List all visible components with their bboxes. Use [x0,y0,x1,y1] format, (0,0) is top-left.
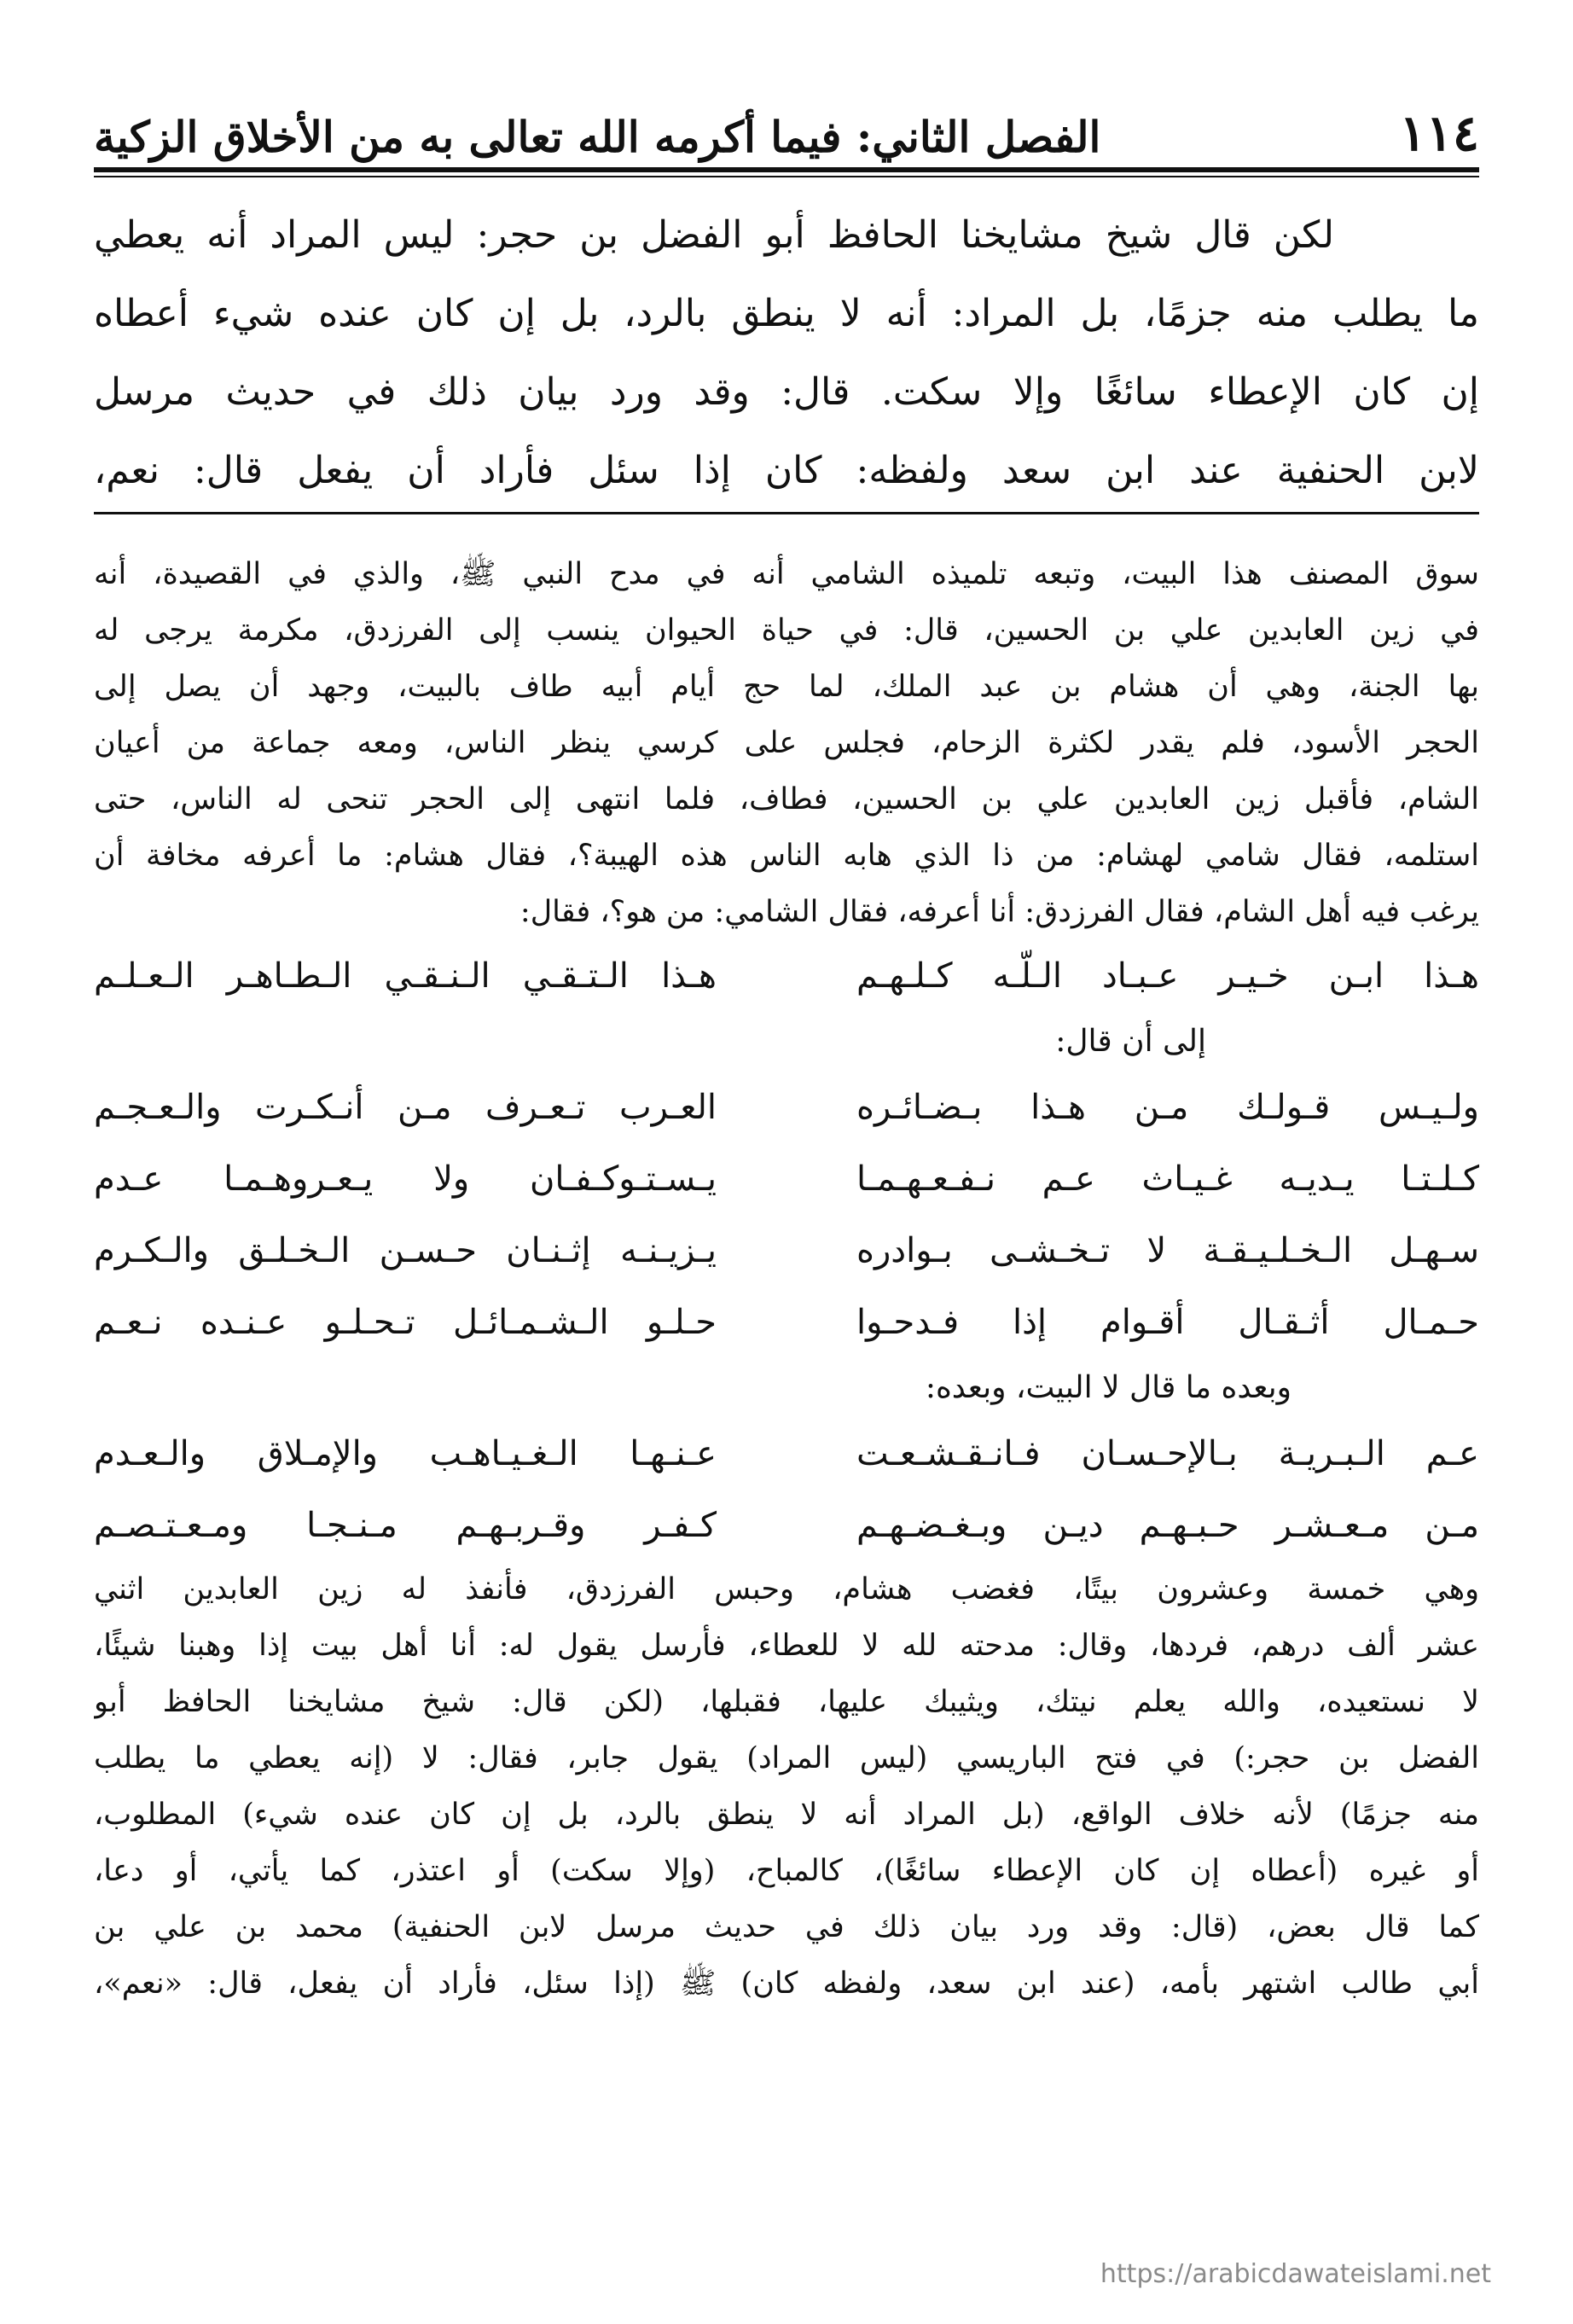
page-number: ١١٤ [1399,104,1479,162]
commentary-line: في زين العابدين علي بن الحسين، قال: في حياة الحيوان ينسب إلى الفرزدق، مكرمة يرجى له [94,613,1479,648]
verse-second-hemistich: كـفـر وقـربـهـم مـنـجـا ومـعـتـصـم [94,1506,717,1545]
commentary-line: بها الجنة، وهي أن هشام بن عبد الملك، لما حج أيام أبيه طاف بالبيت، وجهد أن يصل إلى [94,670,1479,704]
commentary-line: كما قال بعض، (قال: وقد ورد بيان ذلك في حديث مرسل لابن الحنفية) محمد بن علي بن [94,1910,1479,1944]
poem-verse [94,940,1479,1012]
page-header [94,68,1479,162]
commentary-line: يرغب فيه أهل الشام، فقال الفرزدق: أنا أعرفه، فقال الشامي: من هو؟، فقال: [519,895,1479,929]
header-rule [94,167,1479,172]
commentary-line: الشام، فأقبل زين العابدين علي بن الحسين، فطاف، فلما انتهى إلى الحجر تنحى له الناس، حتى [94,782,1479,816]
verse-second-hemistich: يـزيـنـه إثـنـان حـسـن الـخـلـق والـكـرم [94,1231,717,1270]
verse-connector: إلى أن قال: [1055,1024,1206,1059]
commentary-line: عشر ألف درهم، فردها، وقال: مدحته لله لا للعطاء، فأرسل يقول له: أنا أهل بيت إذا وهبنا شيئًا، [94,1629,1479,1663]
verse-connector: وبعده ما قال لا البيت، وبعده: [925,1370,1291,1405]
commentary-line: الفضل بن حجر:) في فتح الباريسي (ليس المراد) يقول جابر، فقال: لا (إنه يعطي ما يطلب [94,1741,1479,1775]
poem-verse [94,1143,1479,1215]
commentary-line: أبي طالب اشتهر بأمه، (عند ابن سعد، ولفظه كان) ﷺ (إذا سئل، فأراد أن يفعل، قال: «نعم»، [94,1967,1479,2001]
commentary-line: وهي خمسة وعشرون بيتًا، فغضب هشام، وحبس الفرزدق، فأنفذ له زين العابدين اثني [94,1572,1479,1606]
main-text-line: لكن قال شيخ مشايخنا الحافظ أبو الفضل بن حجر: ليس المراد أنه يعطي [94,213,1334,257]
poem-verse [94,1287,1479,1358]
commentary-line: استلمه، فقال شامي لهشام: من ذا الذي هابه الناس هذه الهيبة؟، فقال هشام: ما أعرفه مخافة أن [94,839,1479,873]
verse-first-hemistich: هـذا ابـن خـيـر عـبـاد الـلّـه كـلـهـم [856,956,1479,996]
commentary [94,546,1479,2012]
watermark-url: https://arabicdawateislami.net [1100,2259,1491,2289]
verse-second-hemistich: العـرب تـعـرف مـن أنـكـرت والـعـجـم [94,1088,717,1127]
verse-second-hemistich: حـلـو الـشـمـائـل تـحـلـو عـنـده نـعـم [94,1303,717,1342]
main-text-line: لابن الحنفية عند ابن سعد ولفظه: كان إذا سئل فأراد أن يفعل قال: نعم، [94,449,1479,492]
main-text [94,196,1479,510]
verse-second-hemistich: يـسـتـوكـفـان ولا يـعـروهـمـا عـدم [94,1159,717,1199]
verse-first-hemistich: عـم الـبـريـة بـالإحـسـان فـانـقـشـعـت [856,1434,1479,1473]
commentary-line: الحجر الأسود، فلم يقدر لكثرة الزحام، فجلس على كرسي ينظر الناس، ومعه جماعة من أعيان [94,726,1479,760]
header-rule-thin [94,176,1479,177]
verse-first-hemistich: ولـيـس قـولـك مـن هـذا بـضـائـره [856,1088,1479,1127]
verse-first-hemistich: حـمـال أثـقـال أقـوام إذا فـدحـوا [856,1303,1479,1342]
poem-verse [94,1418,1479,1490]
main-text-line: إن كان الإعطاء سائغًا وإلا سكت. قال: وقد ورد بيان ذلك في حديث مرسل [94,370,1479,414]
commentary-line: سوق المصنف هذا البيت، وتبعه تلميذه الشامي أنه في مدح النبي ﷺ، والذي في القصيدة، أنه [94,557,1479,591]
commentary-line: منه جزمًا) لأنه خلاف الواقع، (بل المراد أنه لا ينطق بالرد، بل إن كان عنده شيء) المطلوب، [94,1798,1479,1832]
poem-verse [94,1072,1479,1143]
poem-verse [94,1490,1479,1561]
section-divider [94,512,1479,514]
verse-first-hemistich: كـلـتـا يـديـه غـيـاث عـم نـفـعـهـمـا [856,1159,1479,1199]
verse-second-hemistich: عـنـهـا الـغـيـاهـب والإمـلاق والـعـدم [94,1434,717,1473]
verse-second-hemistich: هـذا الـتـقـي الـنـقـي الـطـاهـر الـعـلـم [94,956,717,996]
commentary-line: لا نستعيده، والله يعلم نيتك، ويثيبك عليها، فقبلها، (لكن قال: شيخ مشايخنا الحافظ أبو [94,1685,1479,1719]
chapter-title: الفصل الثاني: فيما أكرمه الله تعالى به من الأخلاق الزكية [94,112,1101,162]
poem-verse [94,1215,1479,1287]
main-text-line: ما يطلب منه جزمًا، بل المراد: أنه لا ينطق بالرد، بل إن كان عنده شيء أعطاه [94,292,1479,335]
verse-first-hemistich: مـن مـعـشـر حـبـهـم ديـن وبـغـضـهـم [856,1506,1479,1545]
commentary-line: أو غيره (أعطاه إن كان الإعطاء سائغًا)، كالمباح، (وإلا سكت) أو اعتذر، كما يأتي، أو دعا، [94,1854,1479,1888]
verse-first-hemistich: سـهـل الـخـلـيـقـة لا تـخـشـى بـوادره [856,1231,1479,1270]
